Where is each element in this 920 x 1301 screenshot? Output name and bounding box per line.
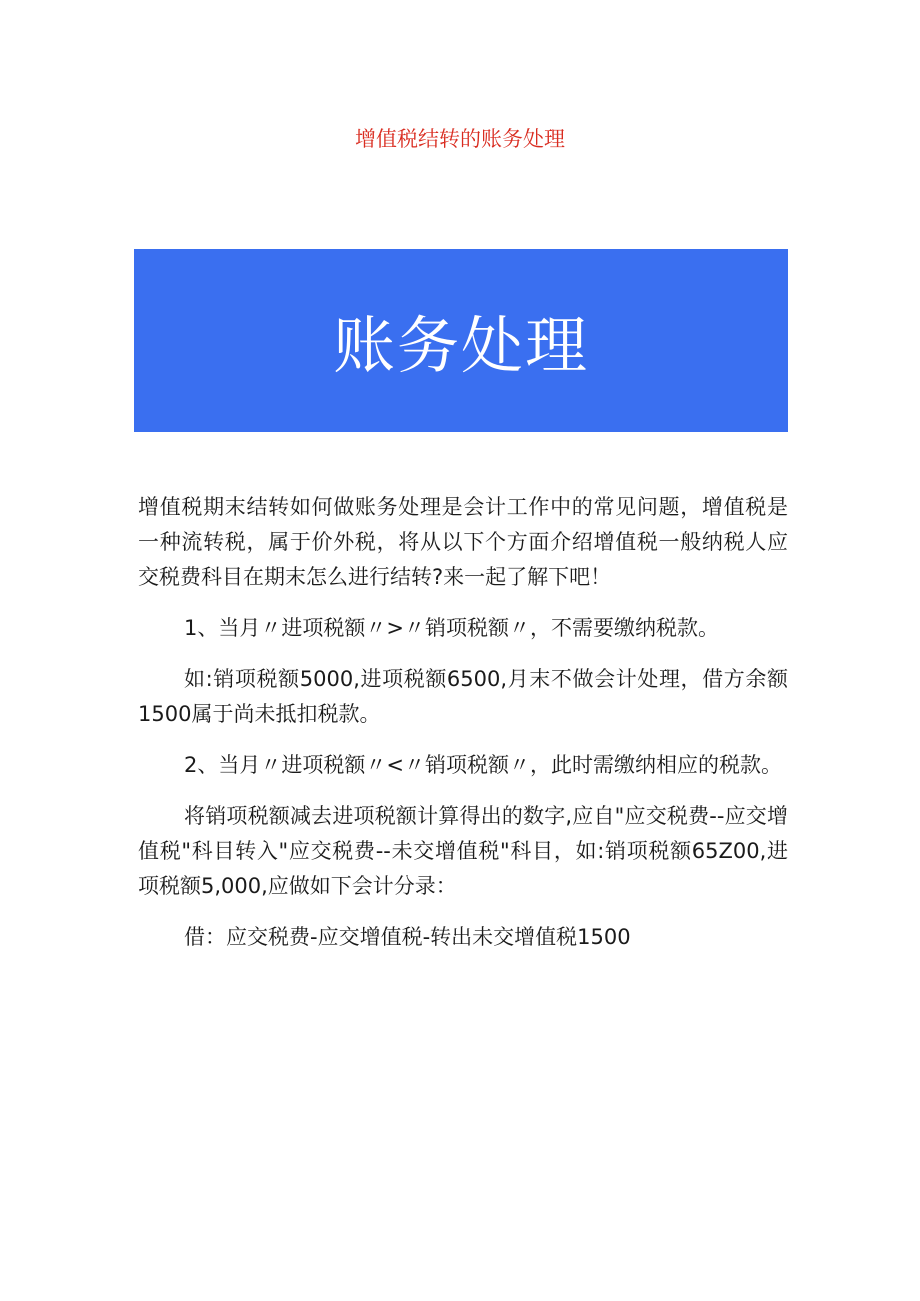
banner-text: 账务处理 [332,309,589,382]
paragraph-example-1: 如:销项税额5000,进项税额6500,月末不做会计处理，借方余额1500属于尚未抵扣税款。 [138,667,788,726]
paragraph-example-2: 将销项税额减去进项税额计算得出的数字,应自"应交税费--应交增值税"科目转入"应交税费--未交增值税"科目，如:销项税额65Z00,进项税额5,000,应做如下会计分录： [138,804,788,898]
paragraph-journal-entry: 借：应交税费-应交增值税-转出未交增值税1500 [184,925,631,949]
title-banner [134,249,788,432]
paragraph-case-1: 1、当月〃进项税额〃>〃销项税额〃，不需要缴纳税款。 [184,616,719,640]
paragraph-intro: 增值税期末结转如何做账务处理是会计工作中的常见问题，增值税是一种流转税，属于价外税，将从以下个方面介绍增值税一般纳税人应交税费科目在期末怎么进行结转?来一起了解下吧！ [138,495,788,589]
paragraph-case-2: 2、当月〃进项税额〃<〃销项税额〃，此时需缴纳相应的税款。 [184,753,782,777]
document-body [138,490,788,971]
document-title: 增值税结转的账务处理 [355,127,565,151]
